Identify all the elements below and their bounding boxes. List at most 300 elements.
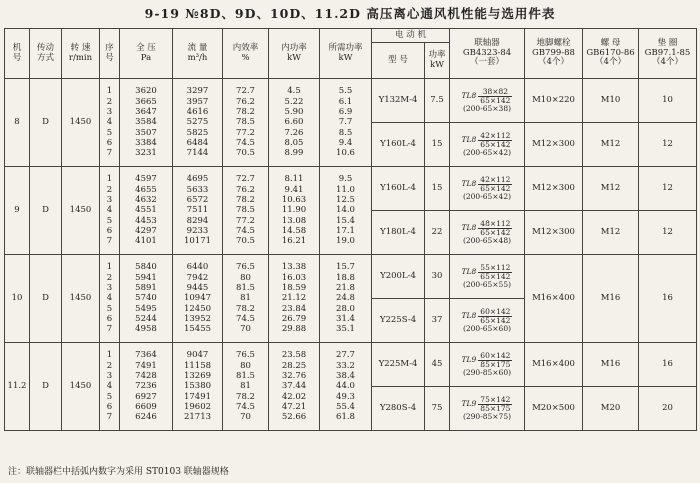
cell-seq-value: 7 xyxy=(106,148,113,159)
cell-efficiency-value: 74.5 xyxy=(236,313,255,324)
cell-seq xyxy=(100,255,120,343)
cell-inner-power xyxy=(269,79,320,167)
cell-pressure-value: 7236 xyxy=(135,381,157,392)
cell-seq-value: 5 xyxy=(106,215,113,226)
cell-pressure-value: 3584 xyxy=(135,117,157,128)
cell-flow-value: 5275 xyxy=(186,117,209,128)
cell-inner-power-value: 4.5 xyxy=(287,86,301,97)
cell-efficiency-value: 70 xyxy=(240,412,251,423)
cell-required-power-value: 49.3 xyxy=(336,391,355,402)
cell-motor-type: Y132M-4 xyxy=(372,79,425,123)
cell-pressure xyxy=(120,167,173,255)
cell-flow-value: 17491 xyxy=(183,391,212,402)
cell-inner-power-value: 29.88 xyxy=(281,324,307,335)
coupling-type: TL8 xyxy=(461,91,477,101)
cell-inner-power-value: 9.41 xyxy=(284,184,304,195)
cell-flow-value: 7942 xyxy=(186,272,209,283)
header-anchor-bolt: 地脚螺栓 GB799-88 （4个） xyxy=(525,29,583,79)
cell-required-power-value: 15.4 xyxy=(336,215,355,226)
coupling-spec: (200-65×42) xyxy=(462,192,512,202)
coupling-type: TL8 xyxy=(461,267,477,277)
cell-inner-power-value: 26.79 xyxy=(281,313,307,324)
cell-motor-type: Y225S-4 xyxy=(372,299,425,343)
cell-flow-value: 7511 xyxy=(186,205,209,216)
cell-speed: 1450 xyxy=(62,343,100,431)
cell-required-power-value: 5.5 xyxy=(338,86,353,97)
cell-pressure-value: 6246 xyxy=(135,412,157,423)
cell-inner-power-value: 52.66 xyxy=(281,412,307,423)
cell-motor-type: Y180L-4 xyxy=(372,211,425,255)
cell-inner-power-value: 13.38 xyxy=(281,262,307,273)
cell-seq xyxy=(100,167,120,255)
cell-efficiency-value: 81 xyxy=(240,293,251,304)
cell-pressure-value: 4655 xyxy=(135,184,157,195)
cell-washer: 16 xyxy=(639,255,697,343)
cell-drive: D xyxy=(30,343,62,431)
header-drive: 传动 方式 xyxy=(30,29,62,79)
cell-pressure-value: 6927 xyxy=(135,391,157,402)
coupling-bottom: 85×175 xyxy=(480,403,511,413)
cell-seq-value: 4 xyxy=(106,205,113,216)
cell-motor-power: 15 xyxy=(425,123,450,167)
cell-coupling xyxy=(450,299,525,343)
header-inner-power: 内功率 kW xyxy=(269,29,320,79)
cell-pressure xyxy=(120,343,173,431)
cell-efficiency-value: 78.2 xyxy=(236,391,255,402)
cell-efficiency-value: 76.5 xyxy=(236,350,255,361)
cell-motor-type: Y160L-4 xyxy=(372,123,425,167)
cell-required-power-value: 14.0 xyxy=(336,205,355,216)
cell-efficiency-value: 77.2 xyxy=(236,127,255,138)
cell-flow-value: 6572 xyxy=(186,195,209,206)
coupling-spec: (200-65×55) xyxy=(462,280,512,290)
cell-flow-value: 8294 xyxy=(186,215,209,226)
cell-efficiency-value: 76.2 xyxy=(236,184,255,195)
cell-efficiency-value: 72.7 xyxy=(236,174,255,185)
cell-inner-power-value: 18.59 xyxy=(281,283,307,294)
cell-motor-power: 7.5 xyxy=(425,79,450,123)
cell-pressure-value: 6609 xyxy=(135,401,157,412)
header-coupling: 联轴器 GB4323-84 （一套） xyxy=(450,29,525,79)
header-seq: 序 号 xyxy=(100,29,120,79)
cell-seq-value: 7 xyxy=(106,412,113,423)
cell-pressure-value: 7491 xyxy=(135,360,157,371)
cell-seq-value: 7 xyxy=(106,324,113,335)
cell-efficiency xyxy=(223,255,269,343)
cell-washer: 12 xyxy=(639,123,697,167)
cell-flow xyxy=(173,343,223,431)
cell-efficiency-value: 78.2 xyxy=(236,195,255,206)
cell-model: 11.2 xyxy=(5,343,30,431)
cell-model: 9 xyxy=(5,167,30,255)
cell-seq-value: 6 xyxy=(106,313,113,324)
cell-required-power-value: 35.1 xyxy=(336,324,355,335)
cell-coupling xyxy=(450,79,525,123)
cell-flow-value: 13269 xyxy=(183,371,212,382)
cell-flow-value: 11158 xyxy=(183,360,212,371)
coupling-spec: (290-85×75) xyxy=(462,412,512,422)
coupling-bottom: 65×142 xyxy=(480,227,511,237)
table-row xyxy=(5,79,697,123)
cell-speed: 1450 xyxy=(62,79,100,167)
cell-required-power-value: 15.7 xyxy=(336,262,355,273)
cell-drive: D xyxy=(30,167,62,255)
cell-model: 10 xyxy=(5,255,30,343)
header-efficiency: 内效率 % xyxy=(223,29,269,79)
footnote: 注：联轴器栏中括弧内数字为采用 ST0103 联轴器规格 xyxy=(8,467,229,477)
cell-flow-value: 6484 xyxy=(186,137,209,148)
coupling-fraction xyxy=(478,308,512,326)
cell-motor-power: 15 xyxy=(425,167,450,211)
cell-anchor-bolt: M16×400 xyxy=(525,255,583,343)
coupling-fraction xyxy=(478,88,512,106)
coupling-fraction xyxy=(478,176,512,194)
cell-drive: D xyxy=(30,79,62,167)
cell-seq xyxy=(100,343,120,431)
cell-speed: 1450 xyxy=(62,167,100,255)
coupling-spec: (200-65×38) xyxy=(462,104,512,114)
cell-flow-value: 6440 xyxy=(186,262,209,273)
cell-nut: M12 xyxy=(583,167,639,211)
cell-seq-value: 5 xyxy=(106,391,113,402)
cell-inner-power-value: 13.08 xyxy=(281,215,307,226)
cell-nut: M16 xyxy=(583,255,639,343)
cell-nut: M12 xyxy=(583,123,639,167)
cell-washer: 20 xyxy=(639,387,697,431)
cell-required-power xyxy=(320,255,372,343)
cell-inner-power-value: 5.22 xyxy=(284,96,304,107)
cell-pressure-value: 4551 xyxy=(135,205,157,216)
cell-seq-value: 3 xyxy=(106,107,113,118)
cell-motor-power: 30 xyxy=(425,255,450,299)
coupling-type: TL9 xyxy=(461,355,477,365)
cell-required-power-value: 6.1 xyxy=(338,96,353,107)
cell-required-power-value: 7.7 xyxy=(338,117,353,128)
table-title: 9-19 №8D、9D、10D、11.2D 高压离心通风机性能与选用件表 xyxy=(144,6,556,21)
cell-flow-value: 19602 xyxy=(183,401,212,412)
cell-required-power-value: 19.0 xyxy=(336,236,355,247)
cell-inner-power-value: 37.44 xyxy=(281,381,307,392)
cell-efficiency-value: 74.5 xyxy=(236,225,255,236)
cell-drive: D xyxy=(30,255,62,343)
cell-flow-value: 12450 xyxy=(183,303,212,314)
cell-nut: M10 xyxy=(583,79,639,123)
cell-pressure xyxy=(120,255,173,343)
cell-efficiency-value: 78.5 xyxy=(236,117,255,128)
cell-pressure-value: 4958 xyxy=(135,324,157,335)
cell-seq-value: 6 xyxy=(106,137,113,148)
cell-flow-value: 15380 xyxy=(183,381,212,392)
cell-inner-power-value: 42.02 xyxy=(281,391,307,402)
cell-seq-value: 2 xyxy=(106,96,113,107)
cell-required-power-value: 9.5 xyxy=(338,174,353,185)
coupling-type: TL8 xyxy=(461,135,477,145)
cell-motor-type: Y160L-4 xyxy=(372,167,425,211)
cell-inner-power-value: 8.99 xyxy=(284,148,304,159)
cell-pressure-value: 5941 xyxy=(135,272,157,283)
cell-seq-value: 4 xyxy=(106,117,113,128)
cell-efficiency-value: 81.5 xyxy=(236,371,255,382)
cell-efficiency xyxy=(223,167,269,255)
cell-motor-power: 37 xyxy=(425,299,450,343)
cell-speed: 1450 xyxy=(62,255,100,343)
coupling-top: 60×142 xyxy=(480,350,511,360)
cell-pressure-value: 5740 xyxy=(135,293,157,304)
cell-inner-power-value: 32.76 xyxy=(281,371,307,382)
cell-pressure-value: 5244 xyxy=(135,313,157,324)
cell-coupling xyxy=(450,123,525,167)
cell-efficiency-value: 81 xyxy=(240,381,251,392)
cell-seq-value: 5 xyxy=(106,303,113,314)
cell-inner-power-value: 47.21 xyxy=(281,401,307,412)
cell-washer: 12 xyxy=(639,167,697,211)
cell-efficiency-value: 81.5 xyxy=(236,283,255,294)
cell-inner-power-value: 23.58 xyxy=(281,350,307,361)
cell-inner-power xyxy=(269,167,320,255)
coupling-top: 42×112 xyxy=(480,130,511,140)
cell-inner-power-value: 8.05 xyxy=(284,137,304,148)
coupling-bottom: 65×142 xyxy=(480,95,511,105)
cell-flow-value: 10171 xyxy=(183,236,212,247)
table-row xyxy=(5,167,697,211)
cell-seq xyxy=(100,79,120,167)
cell-flow-value: 10947 xyxy=(183,293,212,304)
coupling-spec: (200-65×42) xyxy=(462,148,512,158)
cell-nut: M16 xyxy=(583,343,639,387)
cell-efficiency-value: 78.2 xyxy=(236,303,255,314)
cell-inner-power-value: 10.63 xyxy=(281,195,307,206)
cell-seq-value: 4 xyxy=(106,381,113,392)
cell-required-power-value: 21.8 xyxy=(336,283,355,294)
cell-anchor-bolt: M20×500 xyxy=(525,387,583,431)
cell-required-power-value: 24.8 xyxy=(336,293,355,304)
coupling-top: 75×142 xyxy=(480,394,511,404)
cell-required-power-value: 8.5 xyxy=(338,127,353,138)
header-pressure: 全 压 Pa xyxy=(120,29,173,79)
cell-seq-value: 4 xyxy=(106,293,113,304)
table-row xyxy=(5,343,697,387)
cell-seq-value: 5 xyxy=(106,127,113,138)
cell-required-power-value: 31.4 xyxy=(336,313,355,324)
cell-efficiency-value: 72.7 xyxy=(236,86,255,97)
cell-required-power-value: 44.0 xyxy=(336,381,355,392)
coupling-fraction xyxy=(478,396,512,414)
cell-anchor-bolt: M10×220 xyxy=(525,79,583,123)
cell-inner-power-value: 8.11 xyxy=(284,174,304,185)
cell-flow xyxy=(173,255,223,343)
cell-efficiency-value: 70.5 xyxy=(236,236,255,247)
cell-required-power-value: 11.0 xyxy=(336,184,355,195)
cell-inner-power xyxy=(269,255,320,343)
cell-required-power xyxy=(320,167,372,255)
cell-seq-value: 6 xyxy=(106,225,113,236)
coupling-bottom: 85×175 xyxy=(480,359,511,369)
cell-pressure-value: 4297 xyxy=(135,225,157,236)
cell-efficiency-value: 80 xyxy=(240,272,251,283)
cell-flow-value: 9047 xyxy=(186,350,209,361)
cell-flow-value: 13952 xyxy=(183,313,212,324)
cell-inner-power-value: 14.58 xyxy=(281,225,307,236)
performance-table xyxy=(4,28,697,431)
cell-pressure-value: 5495 xyxy=(135,303,157,314)
cell-efficiency xyxy=(223,343,269,431)
cell-flow-value: 4616 xyxy=(186,107,209,118)
cell-motor-type: Y280S-4 xyxy=(372,387,425,431)
header-motor-power: 功率 kW xyxy=(425,43,450,79)
cell-flow-value: 3297 xyxy=(186,86,209,97)
cell-washer: 16 xyxy=(639,343,697,387)
coupling-type: TL8 xyxy=(461,223,477,233)
header-motor-type: 型 号 xyxy=(372,43,425,79)
cell-anchor-bolt: M12×300 xyxy=(525,167,583,211)
cell-motor-type: Y225M-4 xyxy=(372,343,425,387)
coupling-top: 55×112 xyxy=(480,262,511,272)
cell-seq-value: 1 xyxy=(106,350,113,361)
cell-coupling xyxy=(450,387,525,431)
cell-pressure-value: 4597 xyxy=(135,174,157,185)
cell-anchor-bolt: M16×400 xyxy=(525,343,583,387)
cell-pressure-value: 3665 xyxy=(135,96,157,107)
cell-efficiency-value: 77.2 xyxy=(236,215,255,226)
cell-efficiency-value: 70.5 xyxy=(236,148,255,159)
cell-required-power-value: 18.8 xyxy=(336,272,355,283)
cell-coupling xyxy=(450,167,525,211)
cell-seq-value: 3 xyxy=(106,283,113,294)
cell-required-power-value: 9.4 xyxy=(338,137,353,148)
cell-motor-power: 45 xyxy=(425,343,450,387)
coupling-type: TL9 xyxy=(461,399,477,409)
coupling-bottom: 65×142 xyxy=(480,271,511,281)
cell-inner-power-value: 16.03 xyxy=(281,272,307,283)
cell-pressure-value: 7364 xyxy=(135,350,157,361)
cell-efficiency-value: 76.2 xyxy=(236,96,255,107)
cell-seq-value: 7 xyxy=(106,236,113,247)
cell-pressure-value: 7428 xyxy=(135,371,157,382)
coupling-spec: (200-65×60) xyxy=(462,324,512,334)
cell-inner-power-value: 6.60 xyxy=(284,117,304,128)
cell-pressure-value: 5840 xyxy=(135,262,157,273)
cell-flow-value: 5633 xyxy=(186,184,209,195)
cell-inner-power-value: 23.84 xyxy=(281,303,307,314)
coupling-top: 48×112 xyxy=(480,218,511,228)
cell-inner-power xyxy=(269,343,320,431)
cell-seq-value: 2 xyxy=(106,184,113,195)
cell-efficiency xyxy=(223,79,269,167)
cell-efficiency-value: 76.5 xyxy=(236,262,255,273)
cell-required-power-value: 17.1 xyxy=(336,225,355,236)
table-row xyxy=(5,255,697,299)
cell-required-power-value: 55.4 xyxy=(336,401,355,412)
cell-inner-power-value: 11.90 xyxy=(281,205,307,216)
cell-pressure-value: 4453 xyxy=(135,215,157,226)
cell-pressure-value: 3647 xyxy=(135,107,157,118)
cell-pressure-value: 3507 xyxy=(135,127,157,138)
coupling-spec: (290-85×60) xyxy=(462,368,512,378)
coupling-top: 42×112 xyxy=(480,174,511,184)
cell-inner-power-value: 5.90 xyxy=(284,107,304,118)
cell-flow-value: 9233 xyxy=(186,225,209,236)
header-required-power: 所需功率 kW xyxy=(320,29,372,79)
cell-efficiency-value: 70 xyxy=(240,324,251,335)
cell-flow-value: 3957 xyxy=(186,96,209,107)
cell-seq-value: 2 xyxy=(106,272,113,283)
cell-efficiency-value: 74.5 xyxy=(236,137,255,148)
cell-pressure-value: 3620 xyxy=(135,86,157,97)
header-flow: 流 量 m³/h xyxy=(173,29,223,79)
cell-efficiency-value: 74.5 xyxy=(236,401,255,412)
cell-required-power-value: 6.9 xyxy=(338,107,353,118)
cell-pressure-value: 3231 xyxy=(135,148,157,159)
cell-inner-power-value: 21.12 xyxy=(281,293,307,304)
cell-pressure xyxy=(120,79,173,167)
coupling-type: TL8 xyxy=(461,179,477,189)
cell-inner-power-value: 7.26 xyxy=(284,127,304,138)
cell-flow-value: 21713 xyxy=(183,412,212,423)
cell-inner-power-value: 16.21 xyxy=(281,236,307,247)
cell-nut: M20 xyxy=(583,387,639,431)
cell-flow-value: 7144 xyxy=(186,148,209,159)
cell-motor-power: 22 xyxy=(425,211,450,255)
cell-anchor-bolt: M12×300 xyxy=(525,211,583,255)
cell-inner-power-value: 28.25 xyxy=(281,360,307,371)
cell-pressure-value: 3384 xyxy=(135,137,157,148)
cell-efficiency-value: 78.5 xyxy=(236,205,255,216)
cell-flow xyxy=(173,79,223,167)
cell-model: 8 xyxy=(5,79,30,167)
coupling-fraction xyxy=(478,132,512,150)
cell-seq-value: 1 xyxy=(106,86,113,97)
coupling-top: 38×82 xyxy=(478,88,512,97)
coupling-bottom: 65×142 xyxy=(480,139,511,149)
cell-pressure-value: 4632 xyxy=(135,195,157,206)
cell-required-power-value: 33.2 xyxy=(336,360,355,371)
cell-motor-power: 75 xyxy=(425,387,450,431)
coupling-spec: (200-65×48) xyxy=(462,236,512,246)
cell-coupling xyxy=(450,211,525,255)
header-washer: 垫 圈 GB97.1-85 （4个） xyxy=(639,29,697,79)
cell-washer: 12 xyxy=(639,211,697,255)
cell-efficiency-value: 80 xyxy=(240,360,251,371)
cell-required-power xyxy=(320,79,372,167)
coupling-bottom: 65×142 xyxy=(480,183,511,193)
header-model: 机 号 xyxy=(5,29,30,79)
cell-flow-value: 4695 xyxy=(186,174,209,185)
cell-pressure-value: 4101 xyxy=(135,236,157,247)
cell-flow xyxy=(173,167,223,255)
coupling-top: 60×142 xyxy=(480,306,511,316)
coupling-bottom: 65×142 xyxy=(480,315,511,325)
coupling-fraction xyxy=(478,352,512,370)
coupling-type: TL8 xyxy=(461,311,477,321)
cell-flow-value: 15455 xyxy=(183,324,212,335)
cell-required-power-value: 12.5 xyxy=(336,195,355,206)
header-motor: 电 动 机 xyxy=(372,29,450,43)
cell-seq-value: 3 xyxy=(106,371,113,382)
header-speed: 转 速 r/min xyxy=(62,29,100,79)
cell-required-power-value: 10.6 xyxy=(336,148,355,159)
cell-coupling xyxy=(450,343,525,387)
coupling-fraction xyxy=(478,220,512,238)
cell-motor-type: Y200L-4 xyxy=(372,255,425,299)
cell-efficiency-value: 78.2 xyxy=(236,107,255,118)
cell-seq-value: 3 xyxy=(106,195,113,206)
cell-seq-value: 6 xyxy=(106,401,113,412)
cell-required-power-value: 61.8 xyxy=(336,412,355,423)
cell-required-power xyxy=(320,343,372,431)
cell-seq-value: 1 xyxy=(106,262,113,273)
cell-coupling xyxy=(450,255,525,299)
cell-washer: 10 xyxy=(639,79,697,123)
